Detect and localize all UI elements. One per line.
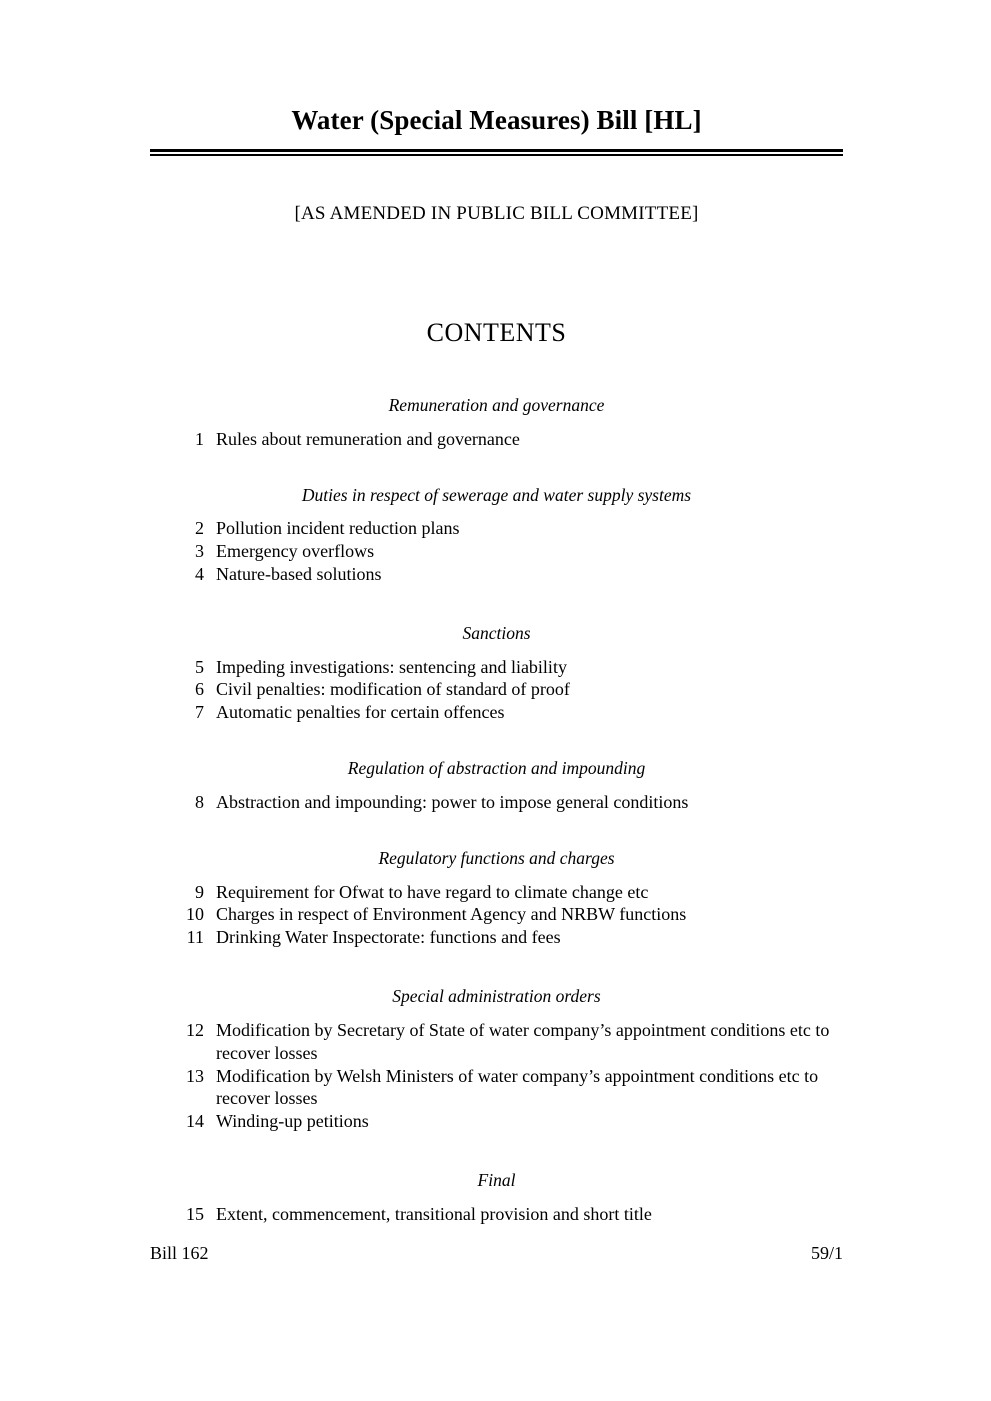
toc-item-label: Winding-up petitions [216,1111,369,1132]
toc-item[interactable] [150,428,843,451]
toc-item-number: 11 [186,927,204,948]
toc-item-list [150,881,843,950]
toc-item-label: Drinking Water Inspectorate: functions and fees [216,927,561,948]
toc-item-label: Impeding investigations: sentencing and liability [216,656,567,677]
toc-section-regulatory-functions-charges [150,847,843,949]
footer-bill-number: Bill 162 [150,1243,209,1263]
toc-item-list [150,428,843,451]
section-spacer [150,1133,843,1169]
toc-item-number: 1 [195,428,204,449]
toc-item-number: 8 [195,791,204,812]
toc-item-label: Extent, commencement, transitional provision and short title [216,1203,652,1224]
toc-item-number: 2 [195,518,204,539]
toc-item-number: 9 [195,881,204,902]
toc-item-label: Nature-based solutions [216,563,382,584]
toc-item-list [150,656,843,725]
toc-item-number: 15 [186,1203,204,1224]
toc-section-duties-sewerage-water-supply [150,484,843,586]
toc-item-label: Modification by Welsh Ministers of water company’s appointment conditions etc to recover losses [216,1065,819,1109]
toc-item-list [150,1019,843,1133]
toc-item-label: Automatic penalties for certain offences [216,702,505,723]
page-footer [150,1243,843,1264]
table-of-contents [150,348,843,1226]
toc-section-special-administration-orders [150,985,843,1133]
toc-section-heading: Sanctions [462,622,531,643]
toc-item-number: 7 [195,702,204,723]
toc-item-list [150,1203,843,1226]
toc-item[interactable] [150,656,843,679]
section-spacer [150,586,843,622]
contents-heading: CONTENTS [426,317,567,347]
toc-item-label: Pollution incident reduction plans [216,518,460,539]
toc-item[interactable] [150,1019,843,1065]
toc-item[interactable] [150,540,843,563]
toc-section-heading: Duties in respect of sewerage and water supply systems [301,484,692,505]
toc-section-remuneration-and-governance [150,394,843,451]
toc-section-heading: Regulatory functions and charges [378,847,615,868]
toc-item-number: 6 [195,679,204,700]
toc-item-label: Emergency overflows [216,541,375,562]
toc-item-label: Civil penalties: modification of standard of proof [216,679,570,700]
toc-item-number: 5 [195,656,204,677]
toc-item-list [150,517,843,586]
toc-section-heading: Remuneration and governance [388,394,605,415]
toc-item[interactable] [150,881,843,904]
toc-item[interactable] [150,701,843,724]
toc-item-label: Charges in respect of Environment Agency and NRBW functions [216,904,687,925]
toc-item-list [150,791,843,814]
toc-section-heading: Regulation of abstraction and impounding [347,758,646,779]
section-spacer [150,724,843,757]
toc-item-number: 12 [186,1019,204,1040]
footer-page-reference: 59/1 [810,1243,843,1263]
toc-item-label: Requirement for Ofwat to have regard to climate change etc [216,881,649,902]
toc-item[interactable] [150,903,843,926]
page-content-block [150,0,843,1226]
toc-item[interactable] [150,791,843,814]
toc-item-number: 3 [195,541,204,562]
amendment-note: [AS AMENDED IN PUBLIC BILL COMMITTEE] [294,202,699,224]
toc-item[interactable] [150,1065,843,1111]
toc-section-heading: Final [477,1170,516,1191]
toc-section-final [150,1169,843,1226]
toc-item[interactable] [150,563,843,586]
section-spacer [150,814,843,847]
toc-item-number: 10 [186,904,204,925]
section-spacer [150,949,843,985]
page-title: Water (Special Measures) Bill [HL] [291,105,702,135]
toc-item-label: Rules about remuneration and governance [216,428,520,449]
toc-item[interactable] [150,1203,843,1226]
toc-section-heading: Special administration orders [392,986,601,1007]
toc-section-sanctions [150,622,843,724]
toc-item-number: 4 [195,563,204,584]
toc-item[interactable] [150,678,843,701]
toc-item[interactable] [150,1110,843,1133]
toc-item-number: 14 [186,1111,204,1132]
section-spacer [150,451,843,484]
toc-item[interactable] [150,926,843,949]
toc-item-number: 13 [186,1065,204,1086]
toc-item[interactable] [150,517,843,540]
toc-section-regulation-abstraction-impounding [150,757,843,814]
toc-item-label: Abstraction and impounding: power to impose general conditions [216,791,689,812]
toc-item-label: Modification by Secretary of State of water company’s appointment conditions etc to recover losses [216,1019,830,1063]
